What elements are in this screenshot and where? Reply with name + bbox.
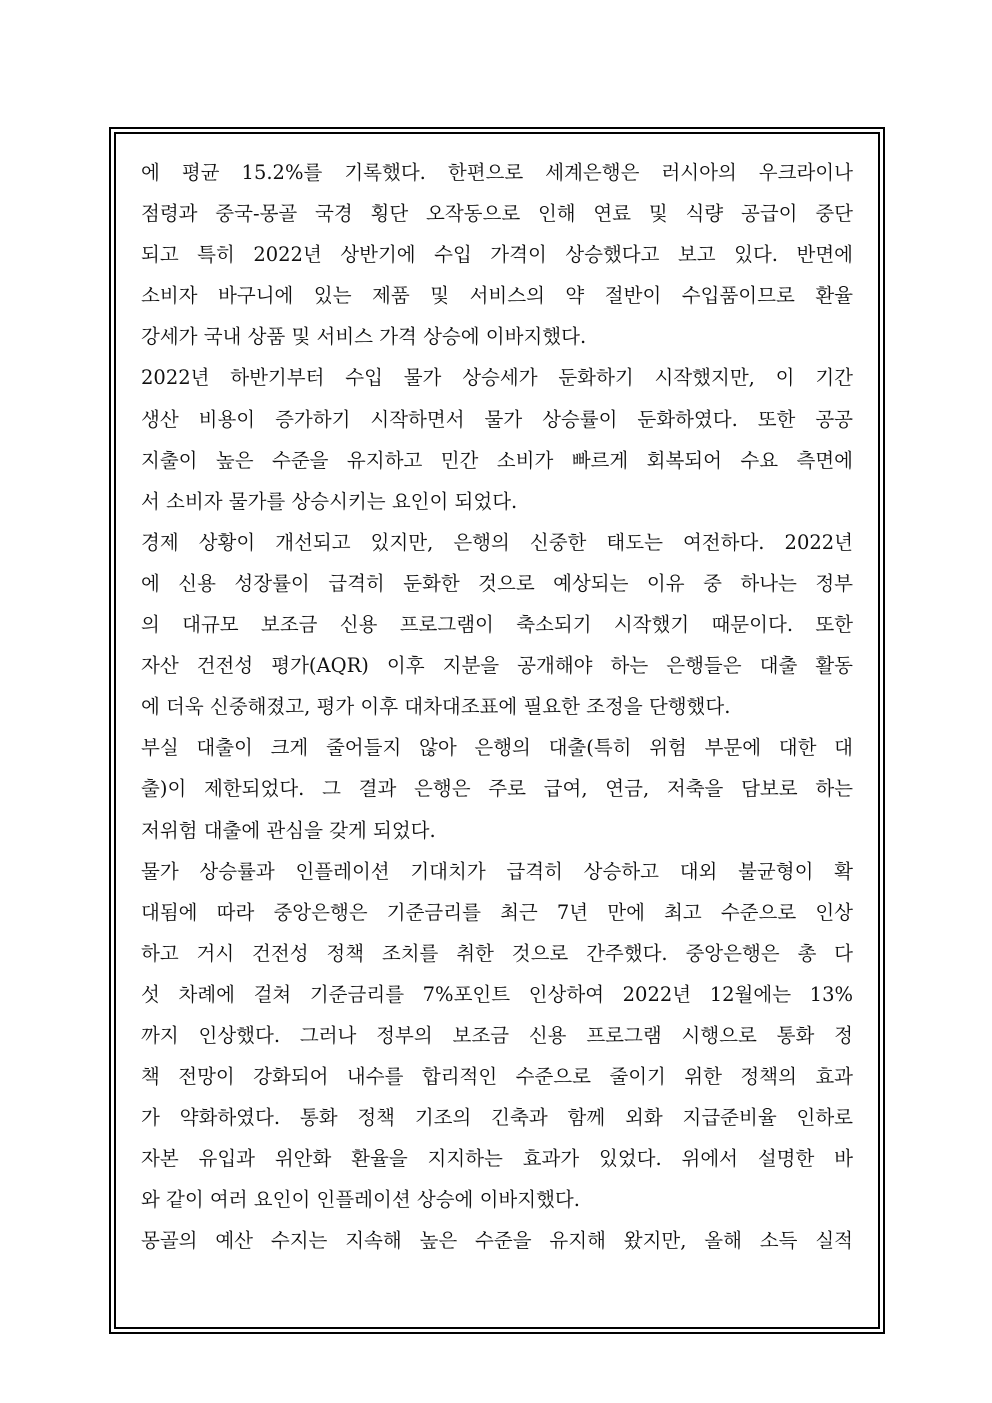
text-line: 물가 상승률과 인플레이션 기대치가 급격히 상승하고 대외 불균형이 확	[141, 859, 853, 883]
text-line: 지출이 높은 수준을 유지하고 민간 소비가 빠르게 회복되어 수요 측면에	[141, 448, 853, 472]
text-line: 대됨에 따라 중앙은행은 기준금리를 최근 7년 만에 최고 수준으로 인상	[141, 900, 853, 924]
text-line: 가 약화하였다. 통화 정책 기조의 긴축과 함께 외화 지급준비율 인하로	[141, 1106, 853, 1130]
text-line: 의 대규모 보조금 신용 프로그램이 축소되기 시작했기 때문이다. 또한	[141, 613, 853, 637]
text-line: 서 소비자 물가를 상승시키는 요인이 되었다.	[141, 489, 518, 513]
text-line: 저위험 대출에 관심을 갖게 되었다.	[141, 818, 436, 842]
text-line: 2022년 하반기부터 수입 물가 상승세가 둔화하기 시작했지만, 이 기간	[141, 366, 853, 390]
text-line: 책 전망이 강화되어 내수를 합리적인 수준으로 줄이기 위한 정책의 효과	[141, 1065, 853, 1089]
text-line: 출)이 제한되었다. 그 결과 은행은 주로 급여, 연금, 저축을 담보로 하는	[141, 777, 853, 801]
text-line: 경제 상황이 개선되고 있지만, 은행의 신중한 태도는 여전하다. 2022년	[141, 530, 853, 554]
text-line: 생산 비용이 증가하기 시작하면서 물가 상승률이 둔화하였다. 또한 공공	[141, 407, 853, 431]
text-line: 자본 유입과 위안화 환율을 지지하는 효과가 있었다. 위에서 설명한 바	[141, 1147, 853, 1171]
text-line: 되고 특히 2022년 상반기에 수입 가격이 상승했다고 보고 있다. 반면에	[141, 243, 853, 267]
text-line: 부실 대출이 크게 줄어들지 않아 은행의 대출(특히 위험 부문에 대한 대	[141, 736, 853, 760]
text-line: 에 더욱 신중해졌고, 평가 이후 대차대조표에 필요한 조정을 단행했다.	[141, 695, 731, 719]
text-line: 에 평균 15.2%를 기록했다. 한편으로 세계은행은 러시아의 우크라이나	[141, 161, 853, 184]
text-line: 강세가 국내 상품 및 서비스 가격 상승에 이바지했다.	[141, 325, 587, 349]
text-line: 점령과 중국-몽골 국경 횡단 오작동으로 인해 연료 및 식량 공급이 중단	[141, 202, 853, 226]
text-line: 자산 건전성 평가(AQR) 이후 지분을 공개해야 하는 은행들은 대출 활동	[141, 654, 853, 678]
text-line: 에 신용 성장률이 급격히 둔화한 것으로 예상되는 이유 중 하나는 정부	[141, 571, 853, 595]
document-body	[141, 152, 853, 1262]
text-line: 몽골의 예산 수지는 지속해 높은 수준을 유지해 왔지만, 올해 소득 실적	[141, 1229, 853, 1253]
text-line: 까지 인상했다. 그러나 정부의 보조금 신용 프로그램 시행으로 통화 정	[141, 1023, 853, 1047]
text-line: 소비자 바구니에 있는 제품 및 서비스의 약 절반이 수입품이므로 환율	[141, 284, 853, 308]
text-line: 섯 차례에 걸쳐 기준금리를 7%포인트 인상하여 2022년 12월에는 13%	[141, 982, 853, 1006]
text-line: 하고 거시 건전성 정책 조치를 취한 것으로 간주했다. 중앙은행은 총 다	[141, 941, 853, 965]
text-line: 와 같이 여러 요인이 인플레이션 상승에 이바지했다.	[141, 1188, 580, 1212]
